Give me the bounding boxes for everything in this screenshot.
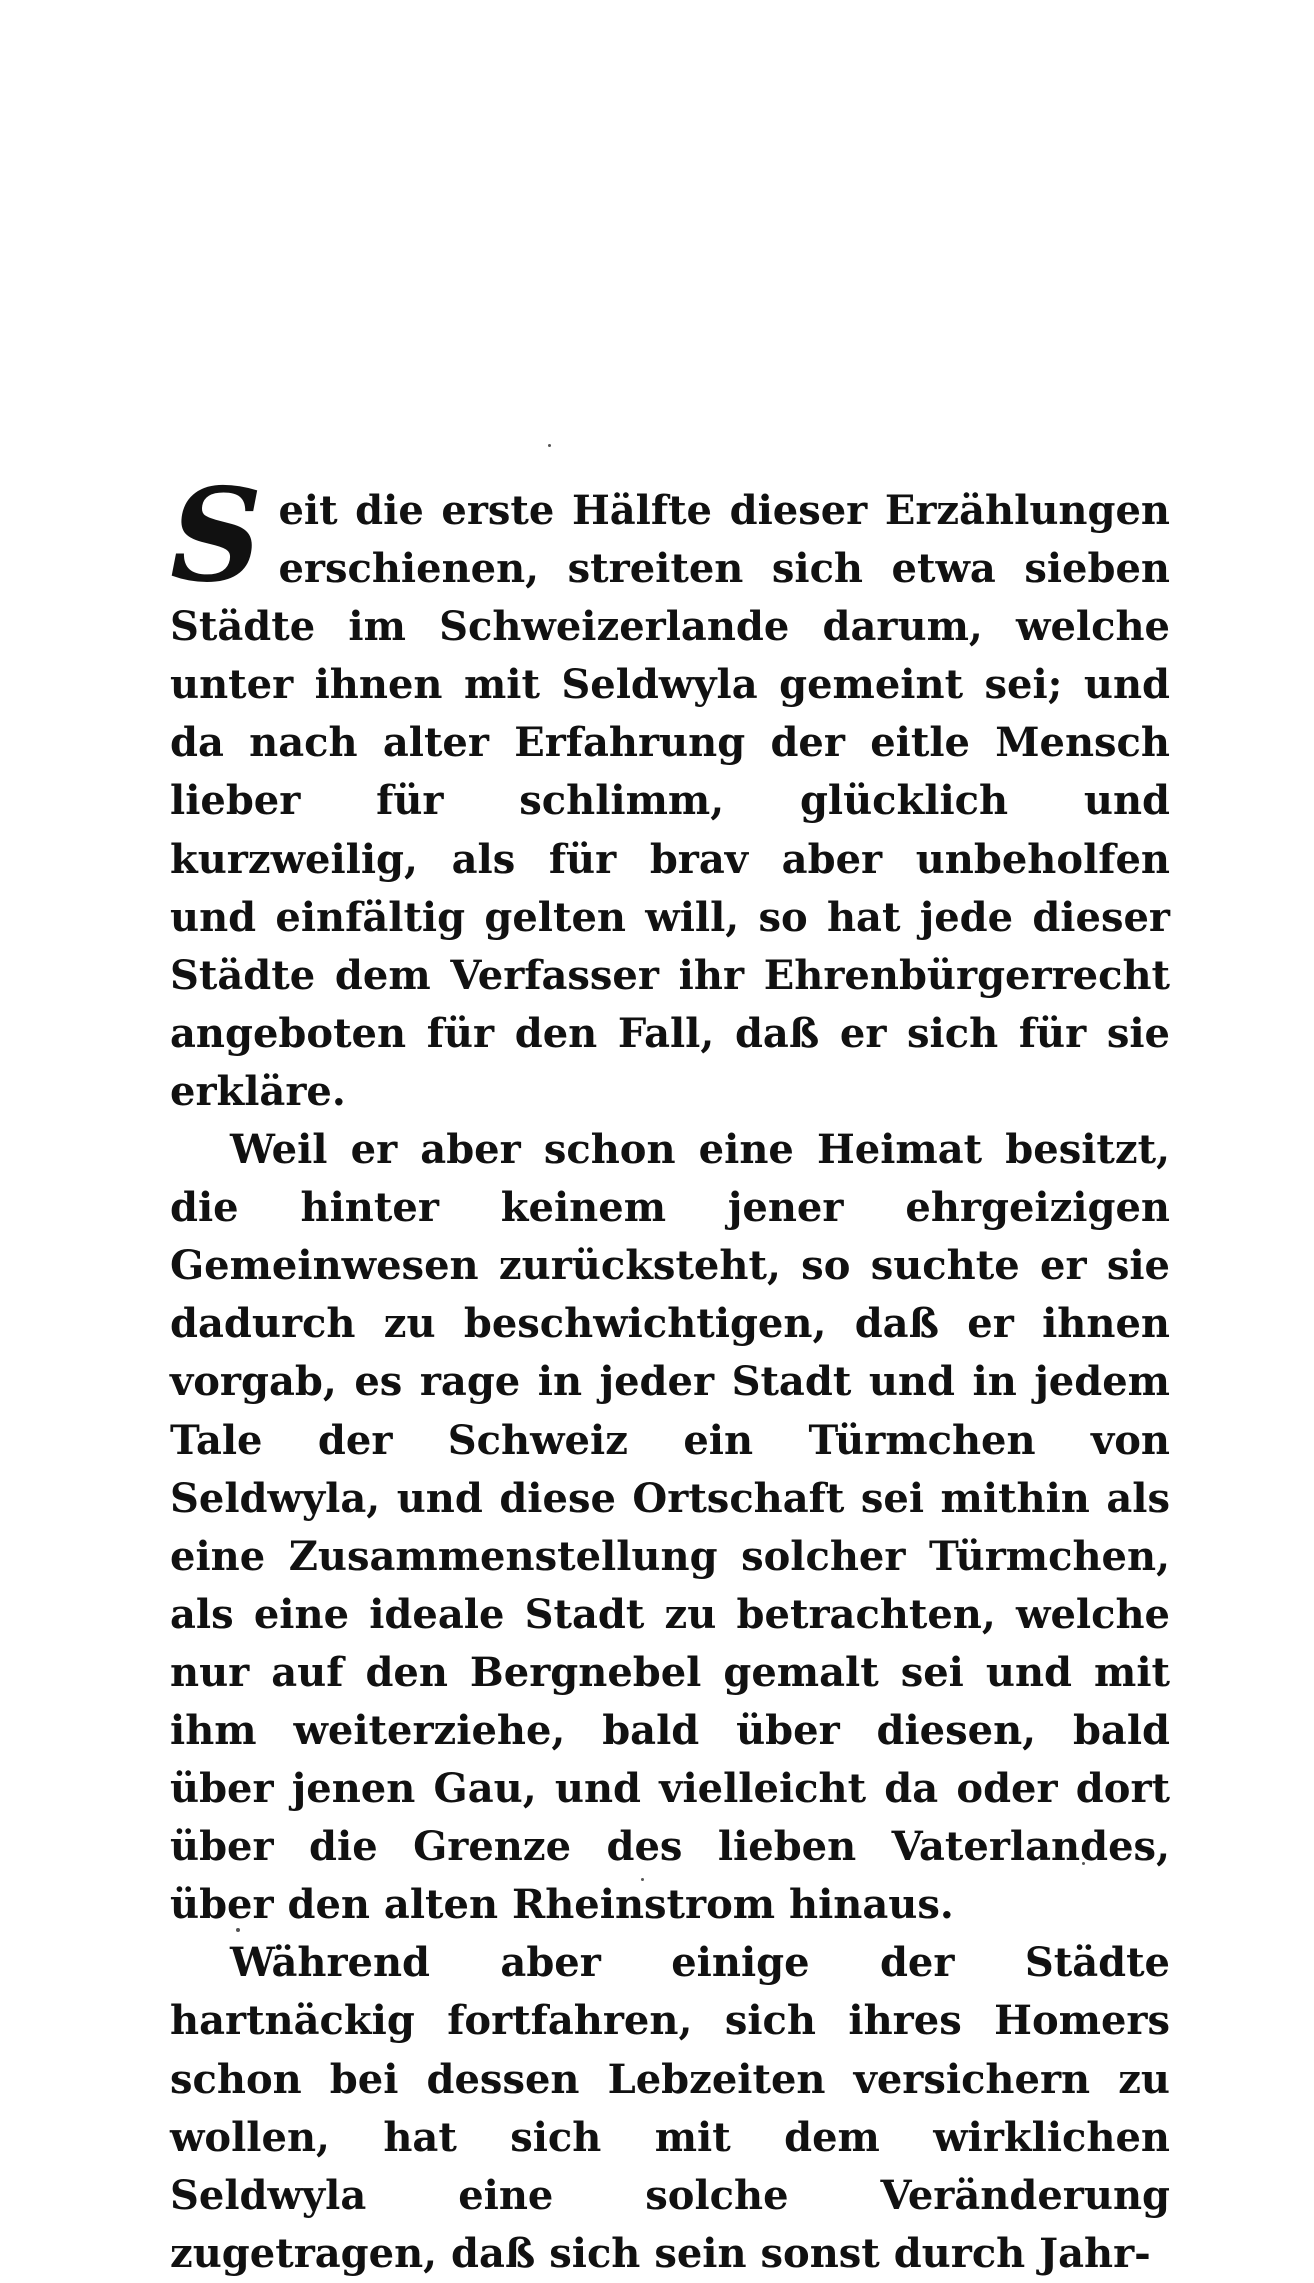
paragraph-2: Weil er aber schon eine Heimat besitzt, die hinter keinem jener ehrgeizigen Gemeinwesen zurücksteht, so suchte er sie dadurch zu beschwichtigen, daß er ihnen vorgab, es rage in jeder Stadt und in jedem Tale der Schweiz ein Türmchen von Seldwyla, und diese Ortschaft sei mithin als eine Zusammenstellung solcher Türmchen, als eine ideale Stadt zu betrachten, welche nur auf den Bergnebel gemalt sei und mit ihm weiterziehe, bald über diesen, bald über jenen Gau, und vielleicht da oder dort über die Grenze des lieben Vaterlandes, über den alten Rheinstrom hinaus. (170, 1126, 1170, 1929)
paragraph-1 (170, 461, 1170, 1121)
paragraph-3: Während aber einige der Städte hartnäckig fortfahren, sich ihres Homers schon bei dessen Lebzeiten versichern zu wollen, hat sich mit dem wirklichen Seldwyla eine solche Veränderung zugetragen, daß sich sein sonst durch Jahr- (170, 1939, 1170, 2277)
print-speck (548, 444, 551, 447)
drop-cap-initial: S (170, 461, 263, 611)
body-text (170, 461, 1170, 2283)
paragraph-1-text: eit die erste Hälfte dieser Erzählungen erschienen, streiten sich etwa sieben Städte im Schweizerlande darum, welche unter ihnen mit Seldwyla gemeint sei; und da nach alter Erfahrung der eitle Mensch lieber für schlimm, glücklich und kurzweilig, als für brav aber unbeholfen und einfältig gelten will, so hat jede dieser Städte dem Verfasser ihr Ehrenbürgerrecht angeboten für den Fall, daß er sich für sie erkläre. (170, 487, 1170, 1115)
